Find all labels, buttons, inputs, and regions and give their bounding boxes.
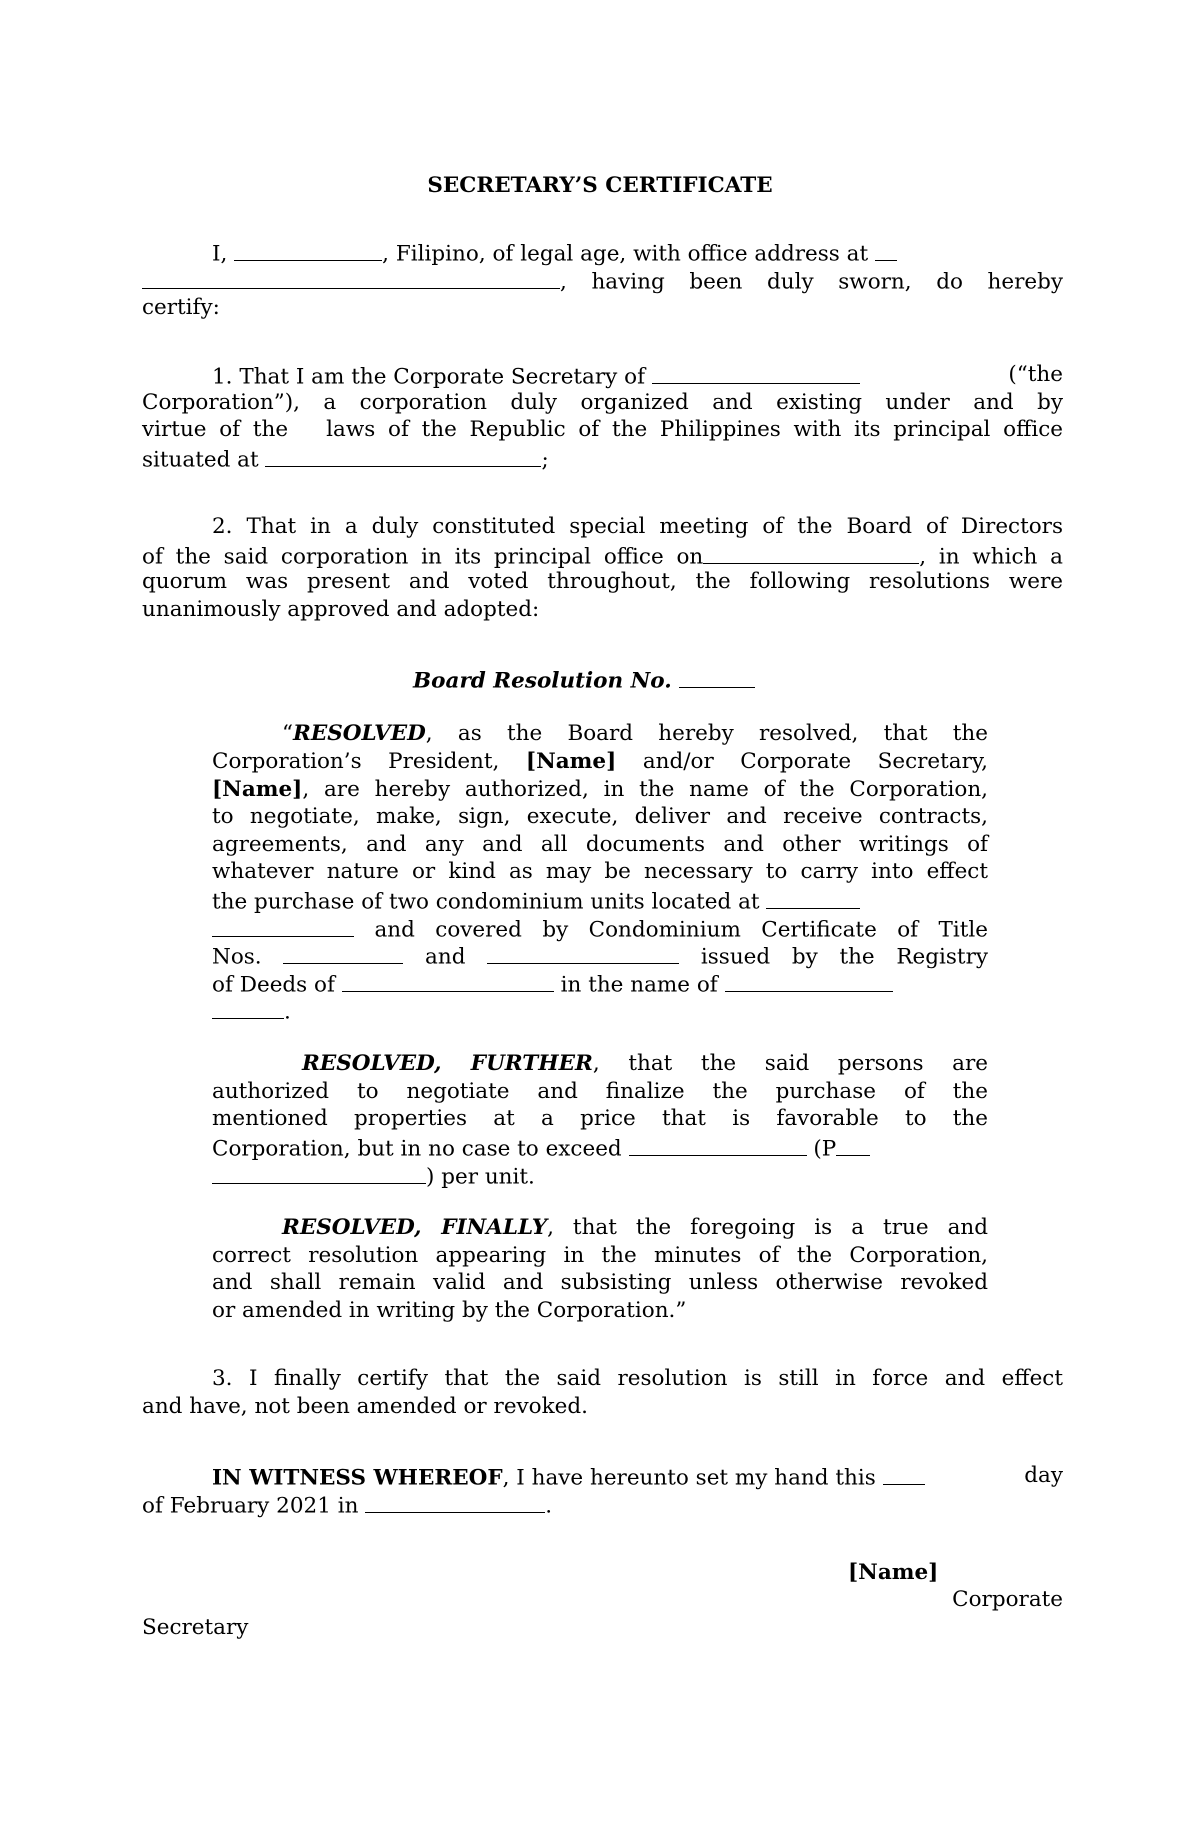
- intro-line-2: [142, 266, 1063, 296]
- res-text: and: [425, 944, 466, 970]
- intro-line-3: certify:: [142, 295, 220, 320]
- res-text: , are hereby authorized, in the name of the Corporation,: [302, 777, 988, 802]
- open-quote: “: [282, 721, 293, 746]
- address-blank: [875, 238, 897, 261]
- res-1-line-2: [212, 748, 988, 776]
- res-text: and/or Corporate Secretary,: [642, 749, 988, 774]
- res-1-line-11: [212, 996, 988, 1026]
- owner-blank: [725, 969, 893, 992]
- resolved-further-keyword: RESOLVED, FURTHER: [302, 1051, 593, 1076]
- item-2-line-4: unanimously approved and adopted:: [142, 597, 540, 622]
- item-text: That I am the Corporate Secretary of: [239, 364, 646, 390]
- document-title: SECRETARY’S CERTIFICATE: [427, 173, 773, 198]
- res-2-line-3: mentioned properties at a price that is favorable to the: [212, 1106, 988, 1131]
- item-number: 3.: [212, 1366, 233, 1391]
- day-blank: [883, 1462, 925, 1485]
- item-1-line-2: Corporation”), a corporation duly organized and existing under and by: [142, 390, 1063, 415]
- item-text: ;: [541, 447, 549, 473]
- address-blank: [142, 266, 560, 289]
- res-1-line-5: agreements, and any and all documents and other writings of: [212, 832, 988, 857]
- res-1-line-4: to negotiate, make, sign, execute, deliver and receive contracts,: [212, 804, 988, 829]
- office-blank: [265, 444, 541, 467]
- resolution-heading: [413, 665, 913, 695]
- res-text: Corporation’s President,: [212, 749, 500, 774]
- res-text: , that the said persons are: [592, 1051, 988, 1076]
- price-words-blank: [629, 1133, 807, 1156]
- signatory-title-2: Secretary: [142, 1615, 249, 1640]
- intro-text: , having been duly sworn, do hereby: [560, 269, 1063, 295]
- witness-text: , I have hereunto set my hand this: [502, 1465, 876, 1491]
- signatory-name: [Name]: [848, 1560, 939, 1585]
- president-name-placeholder: [Name]: [525, 749, 617, 774]
- res-2-line-4: [212, 1133, 988, 1163]
- item-2-line-3: quorum was present and voted throughout, the following resolutions were: [142, 569, 1063, 594]
- resolution-number-blank: [679, 665, 755, 688]
- secretary-name-placeholder: [Name]: [212, 777, 303, 802]
- item-text: That in a duly constituted special meeting of the Board of Directors: [246, 514, 1063, 539]
- res-2-line-5: [212, 1161, 988, 1191]
- res-1-line-7: [212, 886, 988, 916]
- res-text: ) per unit.: [426, 1164, 535, 1190]
- res-text: and covered by Condominium Certificate of Title: [374, 917, 988, 943]
- witness-text: .: [545, 1493, 553, 1519]
- res-3-line-2: correct resolution appearing in the minutes of the Corporation,: [212, 1243, 988, 1268]
- registry-blank: [342, 969, 554, 992]
- res-text: the purchase of two condominium units located at: [212, 889, 760, 915]
- item-text: situated at: [142, 447, 259, 473]
- witness-line-1: [212, 1462, 1063, 1492]
- res-1-line-3: [212, 776, 988, 804]
- title-number-blank: [283, 941, 403, 964]
- item-text: (“the: [1008, 362, 1063, 387]
- witness-text: of February 2021 in: [142, 1493, 359, 1519]
- res-text: issued by the Registry: [700, 944, 988, 970]
- resolved-finally-keyword: RESOLVED, FINALLY: [282, 1215, 548, 1240]
- res-text: , as the Board hereby resolved, that the: [425, 721, 988, 746]
- res-1-line-1: [282, 720, 988, 748]
- price-figures-blank: [212, 1161, 426, 1184]
- intro-text: , Filipino, of legal age, with office address at: [382, 241, 869, 267]
- item-2-line-2: [142, 541, 1063, 571]
- res-1-line-9: [212, 941, 988, 971]
- owner-blank: [212, 996, 284, 1019]
- title-number-blank: [487, 941, 679, 964]
- res-3-line-3: and shall remain valid and subsisting unless otherwise revoked: [212, 1270, 988, 1295]
- corporation-blank: [652, 361, 860, 384]
- res-text: Nos.: [212, 944, 262, 970]
- item-3-line-2: and have, not been amended or revoked.: [142, 1394, 588, 1419]
- signatory-title-1: Corporate: [952, 1587, 1063, 1612]
- res-2-line-2: authorized to negotiate and finalize the purchase of the: [212, 1079, 988, 1104]
- item-2-line-1: [212, 513, 1063, 541]
- item-1-line-4: [142, 444, 1063, 474]
- res-3-line-1: [282, 1214, 988, 1242]
- witness-line-2: [142, 1490, 1063, 1520]
- name-blank: [234, 238, 382, 261]
- res-text: .: [284, 999, 291, 1025]
- item-number: 2.: [212, 514, 233, 539]
- res-text: Corporation, but in no case to exceed: [212, 1136, 622, 1162]
- intro-line-1: [212, 238, 1008, 268]
- item-1-line-1: [212, 361, 1063, 391]
- res-text: in the name of: [560, 972, 718, 998]
- resolved-keyword: RESOLVED: [293, 721, 426, 746]
- res-1-line-6: whatever nature or kind as may be necessary to carry into effect: [212, 859, 988, 884]
- price-figures-blank: [836, 1133, 870, 1156]
- item-text: I finally certify that the said resolution is still in force and effect: [248, 1366, 1063, 1391]
- intro-text: I,: [212, 241, 228, 267]
- res-3-line-4: or amended in writing by the Corporation.”: [212, 1298, 687, 1323]
- item-3-line-1: [212, 1365, 1063, 1393]
- item-text: , in which a: [919, 544, 1063, 570]
- item-number: 1.: [212, 364, 233, 390]
- location-blank: [212, 914, 354, 937]
- place-blank: [365, 1490, 545, 1513]
- date-blank: [703, 541, 919, 564]
- location-blank: [766, 886, 860, 909]
- item-1-line-3: virtue of the laws of the Republic of the Philippines with its principal office: [142, 417, 1063, 442]
- res-2-line-1: [302, 1050, 988, 1078]
- res-text: , that the foregoing is a true and: [547, 1215, 988, 1240]
- res-1-line-8: [212, 914, 988, 944]
- item-text: of the said corporation in its principal office on: [142, 544, 704, 570]
- res-1-line-10: [212, 969, 988, 999]
- witness-keyword: IN WITNESS WHEREOF: [212, 1465, 503, 1491]
- resolution-heading-text: Board Resolution No.: [413, 668, 672, 694]
- res-text: (P: [813, 1136, 837, 1162]
- res-text: of Deeds of: [212, 972, 335, 998]
- witness-text: day: [1024, 1463, 1063, 1488]
